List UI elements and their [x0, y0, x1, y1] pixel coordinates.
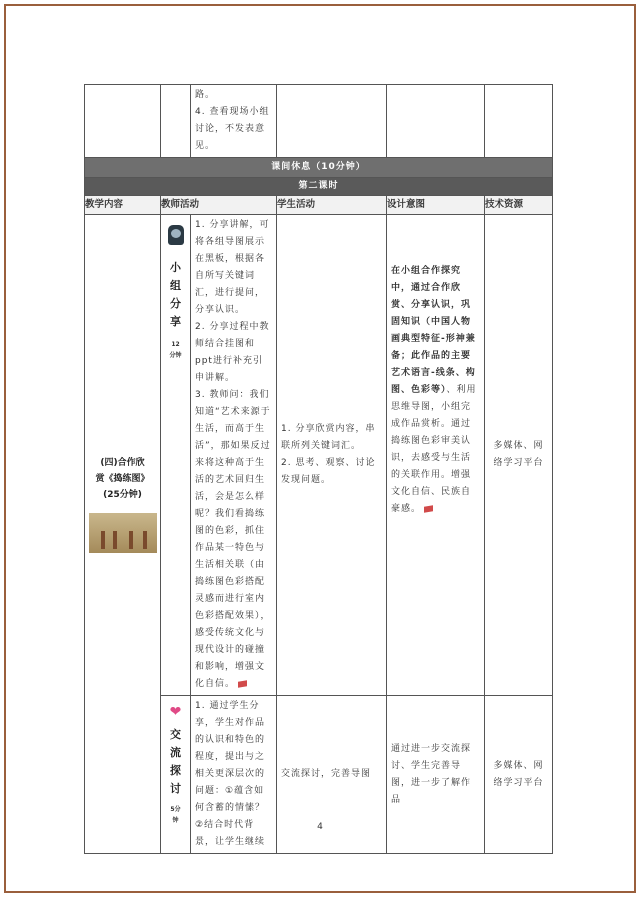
header-row	[85, 196, 553, 215]
section-title-line: (25分钟)	[103, 490, 142, 500]
heart-icon: ❤	[169, 704, 182, 720]
group-share-row	[85, 215, 553, 696]
group-share-label: 小 组 分 享	[170, 261, 181, 328]
section-title-line: 赏《捣练图》	[95, 474, 150, 484]
exchange-design-text: 通过进一步交流探讨、学生完善导图，进一步了解作品	[391, 743, 472, 805]
continuation-row	[85, 85, 553, 158]
section-title-line: (四)合作欣	[100, 458, 145, 468]
exchange-student-text: 交流探讨，完善导图	[281, 769, 372, 779]
group-share-label-cell	[161, 215, 191, 696]
teacher-activity-text: 路。 4. 查看现场小组讨论，不发表意见。	[195, 90, 270, 151]
header-content: 教学内容	[85, 196, 161, 215]
exchange-tech-text: 多媒体、网络学习平台	[493, 760, 544, 788]
group-share-teacher-cell	[191, 215, 277, 696]
exchange-duration: 5分 钟	[170, 806, 181, 824]
group-share-duration: 12 分钟	[169, 341, 182, 359]
painting-thumbnail	[89, 513, 157, 553]
group-share-tech-text: 多媒体、网络学习平台	[493, 441, 544, 468]
break-band	[85, 158, 553, 178]
group-share-student-cell	[277, 215, 387, 696]
break-band-label: 课间休息（10分钟）	[85, 158, 553, 178]
content-cell	[85, 85, 161, 158]
group-share-tech-cell	[485, 215, 553, 696]
design-cell	[387, 85, 485, 158]
second-lesson-label: 第二课时	[85, 178, 553, 196]
header-teacher: 教师活动	[161, 196, 277, 215]
group-share-teacher-text: 1. 分享讲解，可将各组导图展示在黑板，根据各自所写关键词汇，进行提问，分享认识。 2. 分享过程中教师结合挂图和ppt进行补充引申讲解。 3. 教师问：我们知道“艺术来源于生活，而高于生活”，那如果反过来将这种高于生活的艺术回归生活，会是怎么样呢？我们看捣练图的色彩，抓住作品某一特色与生活相关联（由捣练图色彩搭配灵感而进行室内色彩搭配效果），感受传统文化与现代设计的碰撞和影响，增强文化自信。	[195, 220, 271, 689]
teacher-cell	[191, 85, 277, 158]
tech-cell	[485, 85, 553, 158]
activity-label-cell	[161, 85, 191, 158]
page-number: 4	[317, 822, 323, 832]
second-lesson-band	[85, 178, 553, 196]
header-design: 设计意图	[387, 196, 485, 215]
exchange-label: 交 流 探 讨	[170, 728, 181, 795]
exchange-teacher-text: 1. 通过学生分享，学生对作品的认识和特色的程度，提出与之相关更深层次的问题：①蕴含如何含蓄的情愫？②结合时代背景，让学生继续	[195, 701, 266, 847]
flag-icon	[424, 505, 433, 513]
student-cell	[277, 85, 387, 158]
flag-icon	[238, 680, 247, 688]
avatar-icon	[168, 225, 184, 245]
header-tech: 技术资源	[485, 196, 553, 215]
lesson-plan-table	[84, 84, 553, 854]
group-share-design-text: 在小组合作探究中，通过合作欣赏、分享认识，巩固知识（中国人物画典型特征-形神兼备；此作品的主要艺术语言-线条、构图、色彩等）、利用思维导图，小组完成作品赏析。通过捣练图色彩审美认识，去感受与生活的关联作用。增强文化自信、民族自豪感。	[391, 266, 477, 514]
header-student: 学生活动	[277, 196, 387, 215]
group-share-design-cell	[387, 215, 485, 696]
group-share-student-text: 1. 分享欣赏内容，串联所列关键词汇。 2. 思考、观察、讨论发现问题。	[281, 424, 376, 485]
section-title-cell	[85, 215, 161, 854]
